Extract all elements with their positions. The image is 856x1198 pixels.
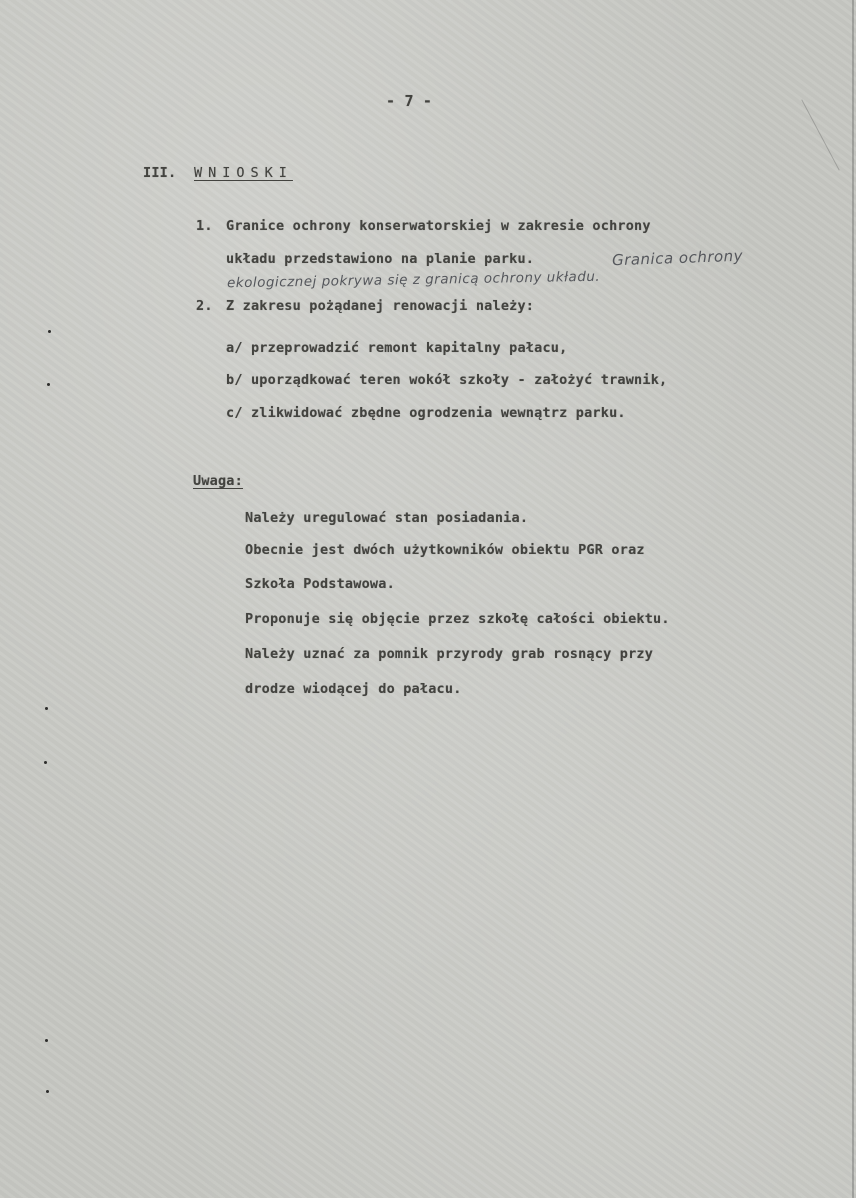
item-text-line: Granice ochrony konserwatorskiej w zakresie ochrony [226, 218, 651, 234]
remarks-line: drodze wiodącej do pałacu. [245, 681, 462, 697]
item-number: 2. [196, 298, 213, 314]
margin-speck [48, 330, 51, 333]
subitem-line: b/ uporządkować teren wokół szkoły - założyć trawnik, [226, 372, 668, 388]
subitem-line: c/ zlikwidować zbędne ogrodzenia wewnątrz parku. [226, 405, 626, 421]
margin-speck [47, 383, 50, 386]
item-text-line: układu przedstawiono na planie parku. [226, 251, 535, 267]
remarks-line: Szkoła Podstawowa. [245, 576, 395, 592]
remarks-line: Należy uznać za pomnik przyrody grab rosnący przy [245, 646, 654, 662]
item-number: 1. [196, 218, 213, 234]
remarks-line: Obecnie jest dwóch użytkowników obiektu PGR oraz [245, 542, 645, 558]
paper-edge [852, 0, 854, 1198]
handwritten-note-line: Granica ochrony [611, 246, 744, 270]
paper-crease [801, 99, 839, 170]
page-number: - 7 - [386, 92, 433, 110]
remarks-line: Należy uregulować stan posiadania. [245, 510, 529, 526]
margin-speck [44, 761, 47, 764]
section-title: WNIOSKI [194, 165, 293, 181]
remarks-line: Proponuje się objęcie przez szkołę całości obiektu. [245, 611, 670, 627]
remarks-label: Uwaga: [193, 473, 243, 489]
margin-speck [46, 1090, 49, 1093]
margin-speck [45, 707, 48, 710]
section-numeral: III. [143, 165, 177, 181]
item-text-line: Z zakresu pożądanej renowacji należy: [226, 298, 535, 314]
subitem-line: a/ przeprowadzić remont kapitalny pałacu, [226, 340, 568, 356]
margin-speck [45, 1039, 48, 1042]
handwritten-note-line: ekologicznej pokrywa się z granicą ochrony układu. [226, 268, 601, 292]
